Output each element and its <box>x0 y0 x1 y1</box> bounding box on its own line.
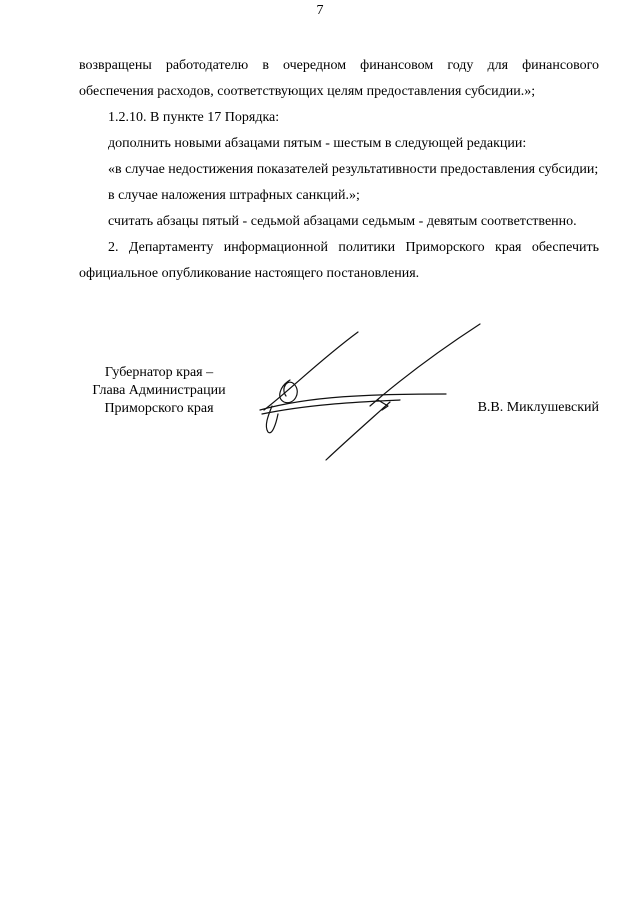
signer-name: В.В. Миклушевский <box>477 400 599 415</box>
handwritten-signature <box>250 310 500 470</box>
signer-title-line: Приморского края <box>104 401 214 416</box>
paragraph: 2. Департаменту информационной политики Приморского края обеспечить официальное опубликование настоящего постановления. <box>79 240 599 281</box>
paragraph: 1.2.10. В пункте 17 Порядка: <box>108 110 280 125</box>
paragraph: дополнить новыми абзацами пятым - шестым в следующей редакции: <box>108 136 527 151</box>
paragraph: «в случае недостижения показателей результативности предоставления субсидии; <box>108 162 599 177</box>
paragraph: считать абзацы пятый - седьмой абзацами седьмым - девятым соответственно. <box>108 214 577 229</box>
page-number: 7 <box>316 3 324 18</box>
signer-title-line: Губернатор края – <box>104 365 214 380</box>
document-body <box>79 53 599 287</box>
paragraph: возвращены работодателю в очередном финансовом году для финансового обеспечения расходов, соответствующих целям предоставления субсидии.»; <box>79 58 599 99</box>
signer-title-line: Глава Администрации <box>92 383 226 398</box>
signer-title <box>79 364 239 418</box>
paragraph: в случае наложения штрафных санкций.»; <box>108 188 360 203</box>
